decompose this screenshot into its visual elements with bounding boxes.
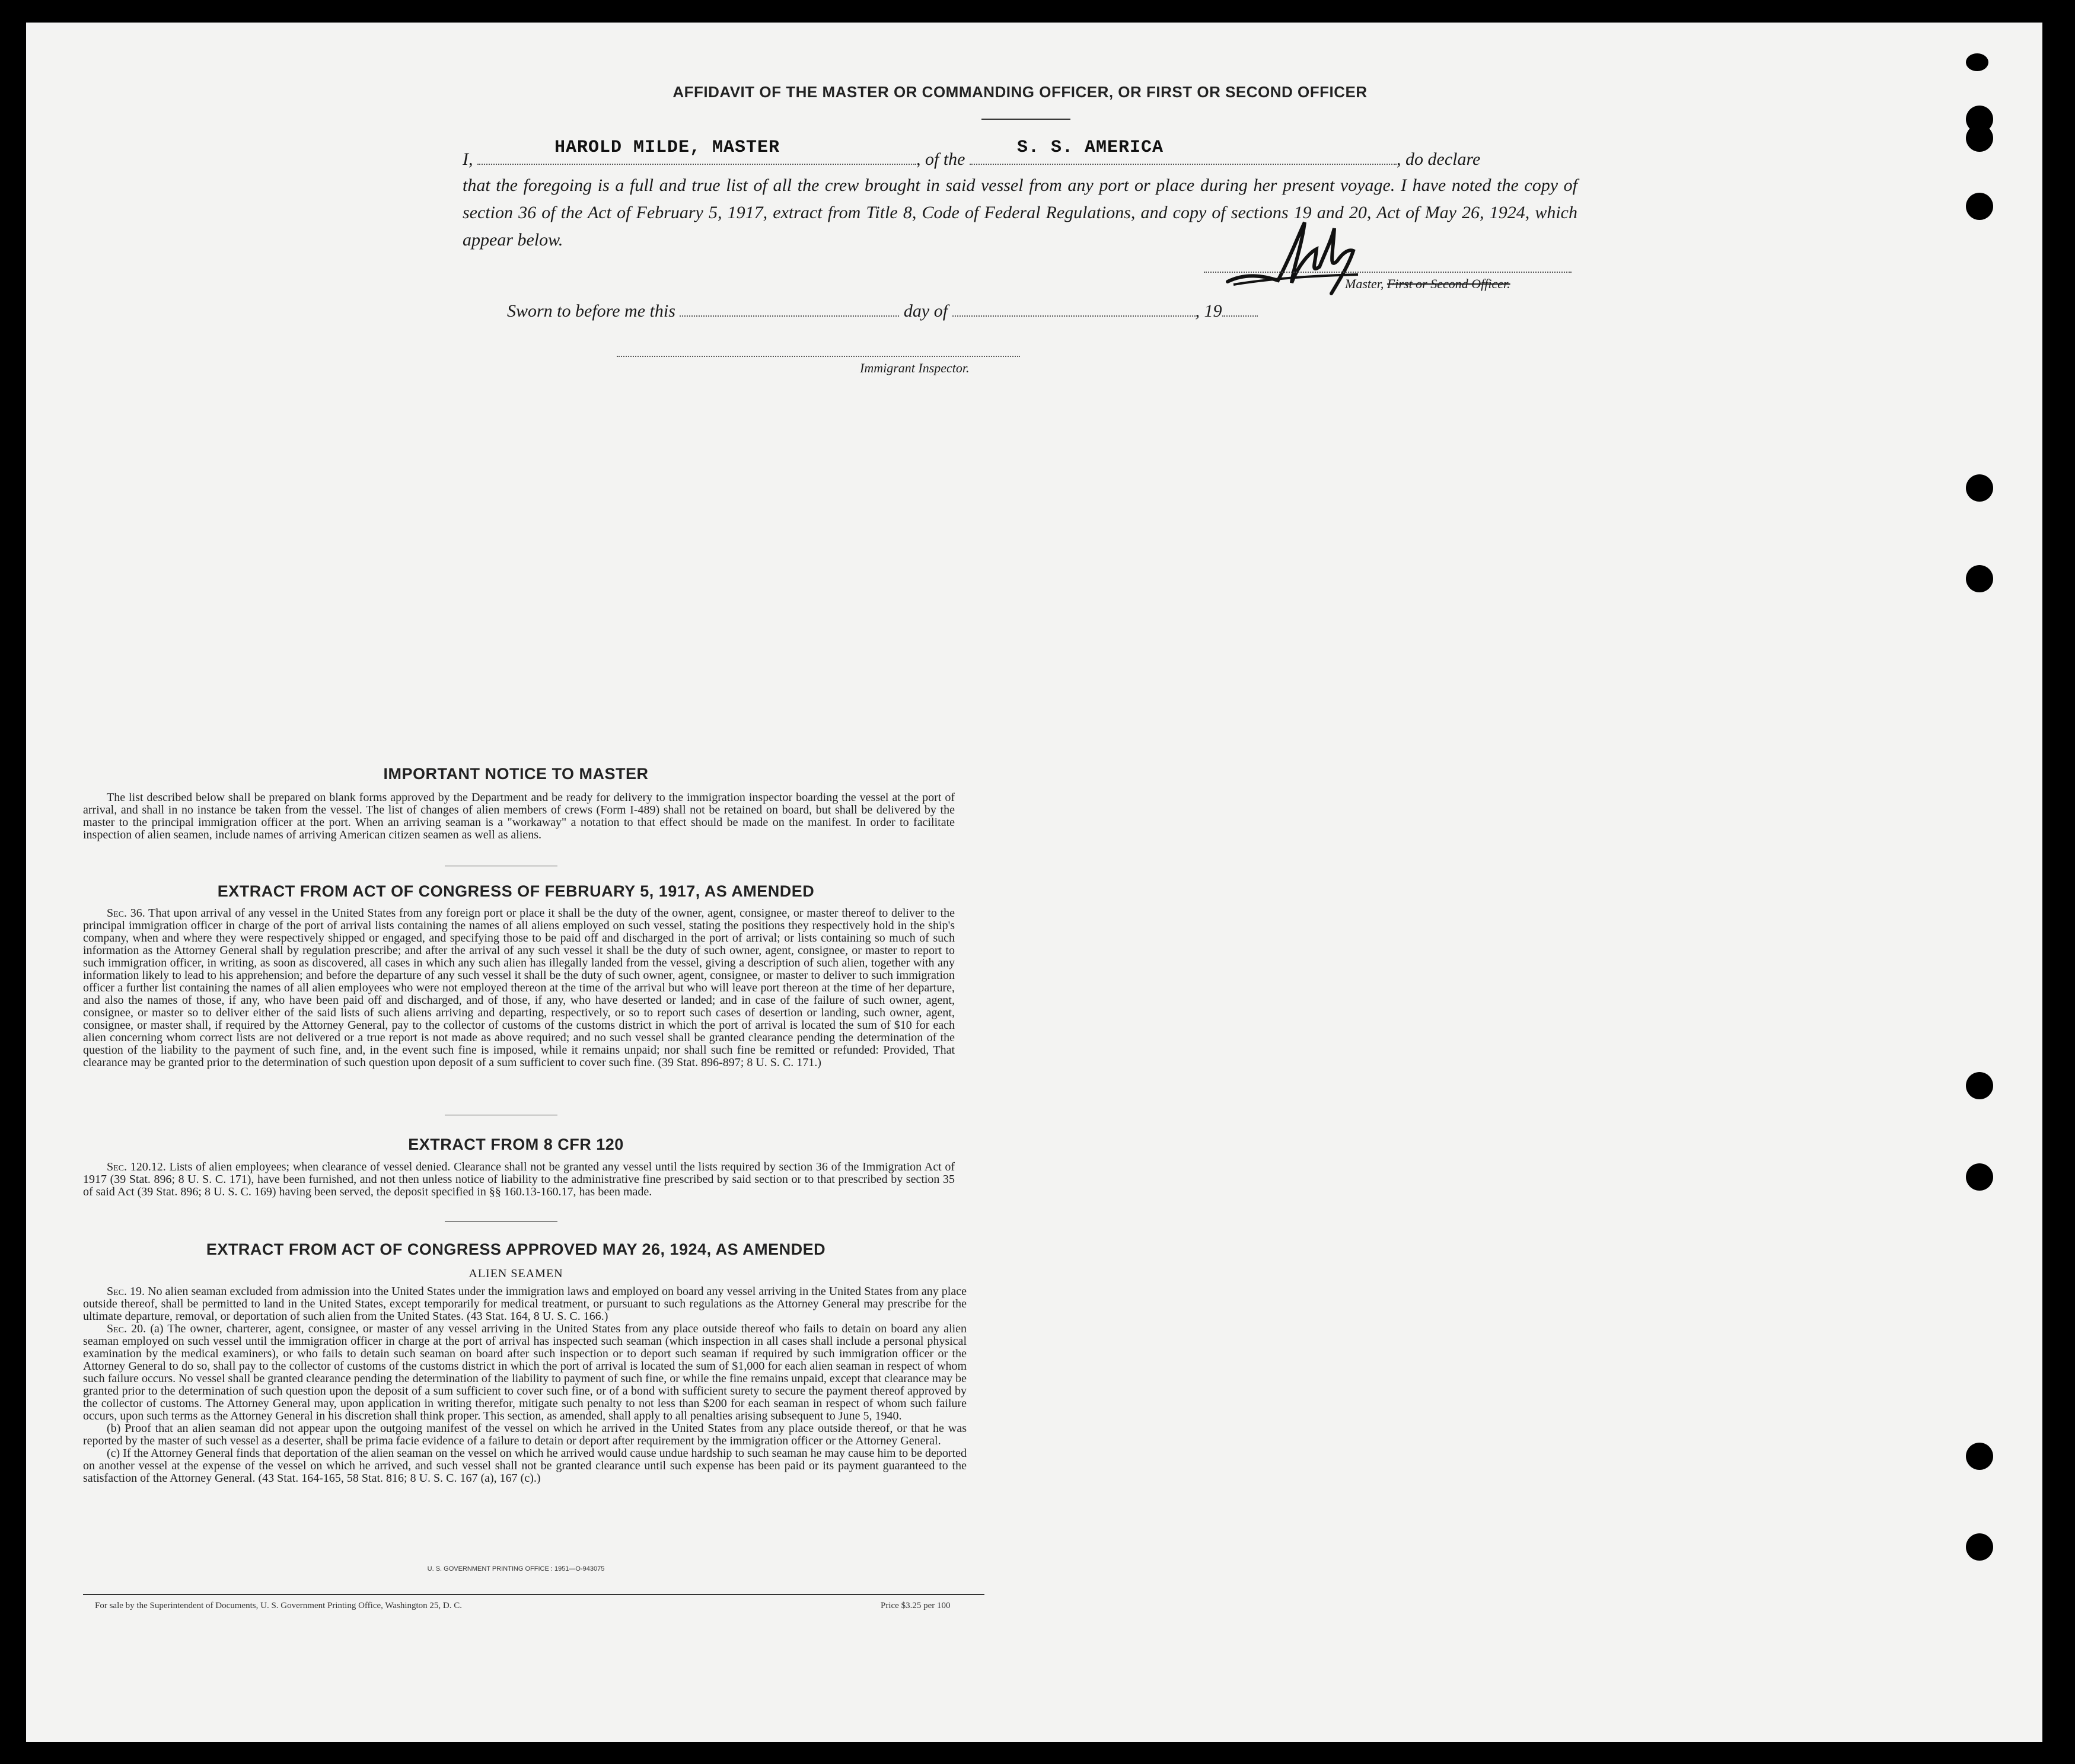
extract-cfr-text — [83, 1161, 955, 1198]
declaration-statement: that the foregoing is a full and true list of all the crew brought in said vessel from any port or place during her present voyage. I have noted the copy of section 36 of the Act of February 5, 1917, extract from Title 8, Code of Federal Regulations, and copy of sections 19 and 20, Act of May 26, 1924, which appear below. — [463, 176, 1577, 250]
sworn-year-field — [1222, 300, 1258, 317]
for-sale-line: For sale by the Superintendent of Documents, U. S. Government Printing Office, Washington 25, D. C. — [95, 1601, 462, 1610]
ship-name: S. S. AMERICA — [1017, 138, 1164, 158]
sec-20b-text: (b) Proof that an alien seaman did not appear upon the outgoing manifest of the vessel on which he arrived in the United States from any place outside thereof, or that he was reported by the master of such vessel as a deserter, shall be prima facie evidence of a failure to detain or deport after requirement by the immigration officer or the Attorney General. — [83, 1422, 967, 1447]
section-divider — [445, 1221, 557, 1222]
master-name-field — [477, 138, 916, 165]
inspector-label: Immigrant Inspector. — [860, 361, 970, 375]
affidavit-title: AFFIDAVIT OF THE MASTER OR COMMANDING OFFICER, OR FIRST OR SECOND OFFICER — [672, 83, 1368, 101]
signature-line — [1204, 272, 1572, 273]
extract-1917-title: EXTRACT FROM ACT OF CONGRESS OF FEBRUARY 5, 1917, AS AMENDED — [217, 882, 815, 900]
year-label: , 19 — [1195, 301, 1222, 321]
extract-cfr-title: EXTRACT FROM 8 CFR 120 — [408, 1135, 624, 1153]
punch-hole — [1966, 125, 1993, 152]
notice-text — [83, 792, 955, 841]
punch-hole — [1966, 1072, 1993, 1099]
sec-19-text: No alien seaman excluded from admission into the United States under the immigration laws and employed on board any vessel arriving in the United States from any place outside thereof, shall be permitted to land in the United States, except temporarily for medical treatment, or pursuant to such regulations as the Attorney General may prescribe for the ultimate departure, removal, or deportation of such alien from the United States. (43 Stat. 164, 8 U. S. C. 166.) — [83, 1285, 967, 1323]
declaration-line — [463, 138, 1577, 173]
signature-caption — [1345, 276, 1510, 292]
punch-hole — [1966, 53, 1988, 71]
master-label: Master, — [1345, 276, 1384, 291]
punch-hole — [1966, 565, 1993, 592]
sec-20a-text: (a) The owner, charterer, agent, consignee, or master of any vessel arriving in the United States from any place outside thereof who fails to detain on board any alien seaman employed on such vessel until the immigration officer in charge at the port of arrival has inspected such seaman (which inspection in all cases shall include a personal physical examination by the medical examiners), or who fails to detain such seaman on board after such inspection or to deport such seaman if required by such immigration officer or the Attorney General to do so, shall pay to the collector of customs of the customs district in which the port of arrival is located the sum of $1,000 for each alien seaman in respect of whom such failure occurs. No vessel shall be granted clearance pending the determination of the liability to payment of such fine, or while the fine remains unpaid, except that clearance may be granted prior to the determination of such question upon the deposit of a sum sufficient to cover such fine, or of a bond with sufficient surety to secure the payment thereof approved by the collector of customs. The Attorney General may, upon application in writing therefor, mitigate such penalty to not less than $200 for each seaman in respect of whom such failure occurs, upon such terms as the Attorney General in his discretion shall think proper. This section, as amended, shall apply to all penalties arising subsequent to June 5, 1940. — [83, 1322, 967, 1422]
sec-20c-text: (c) If the Attorney General finds that deportation of the alien seaman on the vessel on which he arrived would cause undue hardship to such seaman he may cause him to be deported on another vessel at the expense of the vessel on which he arrived, and such vessel shall not be granted clearance until such expense has been paid or its payment guaranteed to the satisfaction of the Attorney General. (43 Stat. 164-165, 58 Stat. 816; 8 U. S. C. 167 (a), 167 (c).) — [83, 1447, 967, 1485]
sworn-month-field — [952, 300, 1196, 317]
signature — [1222, 216, 1364, 299]
footer-rule — [83, 1594, 984, 1595]
extract-1924-text — [83, 1285, 967, 1485]
notice-title: IMPORTANT NOTICE TO MASTER — [383, 765, 649, 783]
inspector-signature-line — [617, 356, 1020, 357]
sec-36-text: That upon arrival of any vessel in the United States from any foreign port or place it shall be the duty of the owner, agent, consignee, or master thereof to deliver to the principal immigration officer in charge of the port of arrival lists containing the names of all aliens employed on such vessel, stating the positions they respectively hold in the ship's company, when and where they were respectively shipped or engaged, and specifying those to be paid off and discharged in the port of arrival; or lists containing so much of such information as the Attorney General shall by regulation prescribe; and after the arrival of any such vessel it shall be the duty of such owner, agent, consignee, or master to report to such immigration officer, in writing, as soon as discovered, all cases in which any such alien has illegally landed from the vessel, giving a description of such alien, together with any information likely to lead to his apprehension; and before the departure of any such vessel it shall be the duty of such owner, agent, consignee, or master to deliver to such immigration officer a further list containing the names of all alien employees who were not employed thereon at the time of the arrival but who will leave port thereon at the time of her departure, and also the names of those, if any, who have been paid off and discharged, and of those, if any, who have deserted or landed; and in case of the failure of such owner, agent, consignee, or master so to deliver either of the said lists of such aliens arriving and departing, respectively, or so to report such cases of desertion or landing, such owner, agent, consignee, or master shall, if required by the Attorney General, pay to the collector of customs of the customs district in which the port of arrival is located the sum of $10 for each alien concerning whom correct lists are not delivered or a true report is not made as above required; and no such vessel shall be granted clearance pending the determination of the question of the liability to the payment of such fine, and, in the event such fine is imposed, while it remains unpaid; nor shall such fine be remitted or refunded: Provided, That clearance may be granted prior to the determination of such question upon deposit of a sum sufficient to cover such fine. (39 Stat. 896-897; 8 U. S. C. 171.) — [83, 907, 955, 1069]
printing-office-line: U. S. GOVERNMENT PRINTING OFFICE : 1951—O-943075 — [427, 1565, 605, 1572]
of-the-label: , of the — [916, 149, 965, 169]
notice-paragraph: The list described below shall be prepared on blank forms approved by the Department and be ready for delivery to the immigration inspector boarding the vessel at the port of arrival, and shall in no instance be taken from the vessel. The list of changes of alien members of crews (Form I-489) shall not be retained on board, but shall be delivered by the master to the principal immigration officer at the port. When an arriving seaman is a "workaway" a notation to that effect should be made on the manifest. In order to facilitate inspection of alien seamen, include names of arriving American citizen seamen as well as aliens. — [83, 791, 955, 841]
extract-1917-text — [83, 907, 955, 1069]
extract-1924-title: EXTRACT FROM ACT OF CONGRESS APPROVED MAY 26, 1924, AS AMENDED — [206, 1240, 826, 1258]
do-declare-label: , do declare — [1397, 149, 1481, 169]
day-of-label: day of — [903, 301, 948, 321]
punch-hole — [1966, 193, 1993, 220]
title-divider — [981, 119, 1070, 120]
sworn-line — [507, 298, 1337, 325]
punch-hole — [1966, 1163, 1993, 1191]
punch-hole — [1966, 1443, 1993, 1470]
master-name: HAROLD MILDE, MASTER — [554, 138, 780, 158]
sec-36-label: Sec. 36. — [107, 907, 145, 920]
sec-19-label: Sec. 19. — [107, 1285, 145, 1298]
price-line: Price $3.25 per 100 — [881, 1601, 951, 1610]
sec-120-label: Sec. 120.12. — [107, 1160, 166, 1173]
ship-name-field — [970, 138, 1397, 165]
punch-hole — [1966, 474, 1993, 502]
sworn-label: Sworn to before me this — [507, 301, 675, 321]
alien-seamen-subtitle: ALIEN SEAMEN — [468, 1267, 563, 1280]
sec-20-label: Sec. 20. — [107, 1322, 146, 1335]
i-label: I, — [463, 149, 473, 169]
struck-officer-label: First or Second Officer. — [1386, 276, 1510, 291]
sworn-day-field — [680, 300, 899, 317]
punch-hole — [1966, 1533, 1993, 1561]
sec-120-text: Lists of alien employees; when clearance of vessel denied. Clearance shall not be granted any vessel until the lists required by section 36 of the Immigration Act of 1917 (39 Stat. 896; 8 U. S. C. 171), have been furnished, and not then unless notice of liability to the administrative fine prescribed by said section or to that prescribed by section 35 of said Act (39 Stat. 896; 8 U. S. C. 169) having been served, the deposit specified in §§ 160.13-160.17, has been made. — [83, 1160, 955, 1198]
